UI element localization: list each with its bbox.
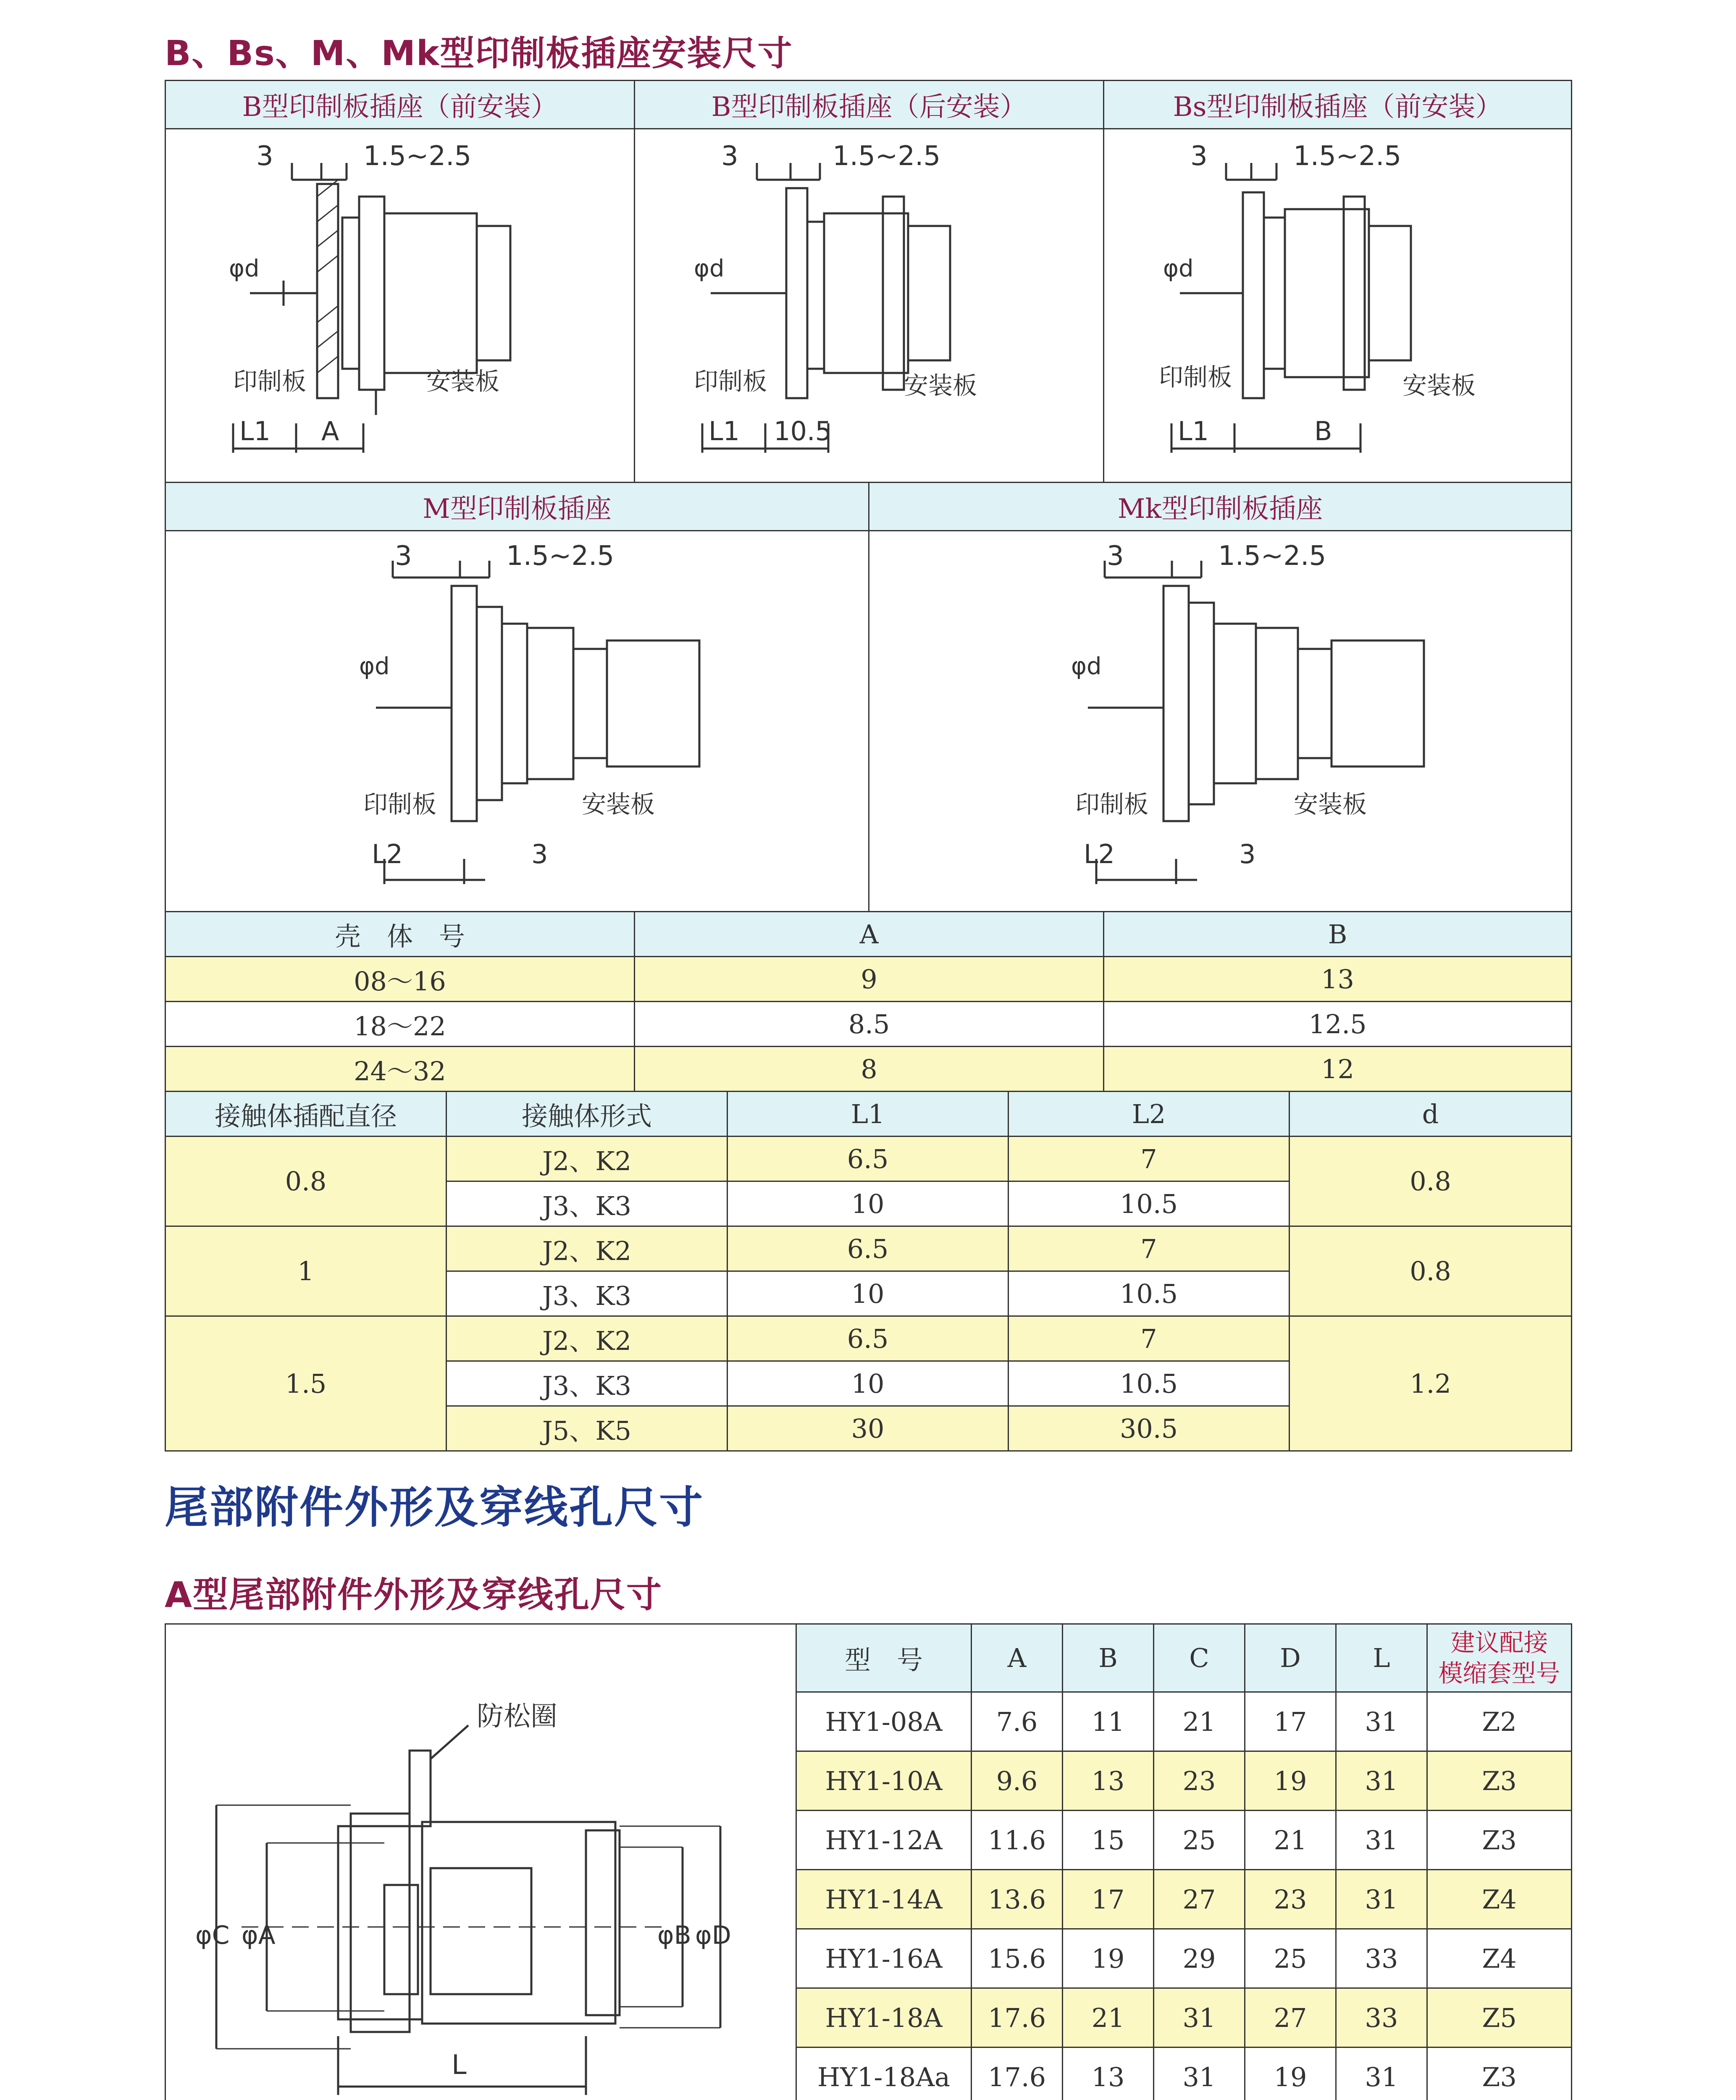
diagram-bs-front	[1103, 128, 1572, 483]
label-3-bottom: 3	[531, 839, 548, 869]
shell-row-3-a: 8	[634, 1046, 1104, 1092]
shell-row-2-b: 12.5	[1103, 1001, 1572, 1047]
label-phi-d: φd	[229, 255, 260, 282]
tail-row-7-sleeve: Z3	[1426, 2047, 1572, 2100]
shell-row-1-a: 9	[634, 956, 1104, 1002]
tail-row-4-sleeve: Z4	[1426, 1869, 1572, 1929]
label-l2: L2	[372, 839, 403, 869]
tail-row-1-c: 21	[1153, 1691, 1245, 1752]
tail-row-5-d: 25	[1244, 1928, 1337, 1989]
label-phi-d: φd	[359, 653, 390, 680]
tail-row-2-l: 31	[1335, 1751, 1428, 1811]
contact-g3-r3-form: J5、K5	[446, 1405, 728, 1452]
tail-row-5-c: 29	[1153, 1928, 1245, 1989]
tail-header-l: L	[1335, 1623, 1428, 1693]
label-phi-d: φd	[694, 255, 725, 282]
tail-row-4-d: 23	[1244, 1869, 1337, 1929]
label-l1: L1	[1178, 416, 1209, 446]
shell-row-2-shell: 18～22	[165, 1001, 635, 1047]
contact-group-2-dia: 1	[165, 1226, 447, 1317]
tail-row-3-l: 31	[1335, 1810, 1428, 1870]
label-b: B	[1314, 416, 1332, 446]
contact-g2-r2-l1: 10	[727, 1270, 1009, 1317]
shell-header-a: A	[634, 911, 1104, 957]
tail-row-5-model: HY1-16A	[796, 1928, 972, 1989]
tail-row-2-c: 23	[1153, 1751, 1245, 1811]
section2-title: 尾部附件外形及穿线孔尺寸	[165, 1482, 704, 1533]
shell-row-1-b: 13	[1103, 956, 1572, 1002]
tail-row-4-model: HY1-14A	[796, 1869, 972, 1929]
tail-row-4-b: 17	[1062, 1869, 1154, 1929]
tail-row-5-l: 33	[1335, 1928, 1428, 1989]
tail-header-model: 型 号	[796, 1623, 972, 1693]
tail-header-c: C	[1153, 1623, 1245, 1693]
header-m: M型印制板插座	[165, 482, 869, 531]
tail-accessory-drawing	[165, 1623, 797, 2100]
label-phi-b: φB	[657, 1921, 691, 1950]
tail-row-6-d: 27	[1244, 1987, 1337, 2048]
label-3: 3	[256, 141, 273, 172]
label-pcb: 印制板	[1159, 363, 1232, 391]
contact-g3-r2-form: J3、K3	[446, 1360, 728, 1407]
tail-row-3-c: 25	[1153, 1810, 1245, 1870]
label-l: L	[452, 2050, 467, 2081]
tail-row-2-b: 13	[1062, 1751, 1154, 1811]
tail-row-7-a: 17.6	[971, 2047, 1063, 2100]
section2-subtitle: A型尾部附件外形及穿线孔尺寸	[165, 1574, 663, 1615]
contact-header-form: 接触体形式	[446, 1091, 728, 1137]
label-range: 1.5~2.5	[1218, 541, 1326, 572]
diagram-b-rear	[634, 128, 1104, 483]
tail-header-sleeve-line1: 建议配接	[1450, 1628, 1548, 1657]
shell-row-2-a: 8.5	[634, 1001, 1104, 1047]
label-a: A	[321, 416, 339, 446]
tail-row-7-model: HY1-18Aa	[796, 2047, 972, 2100]
tail-row-1-model: HY1-08A	[796, 1691, 972, 1752]
label-range: 1.5~2.5	[1293, 141, 1402, 172]
label-phi-c: φC	[195, 1921, 230, 1950]
contact-g2-r1-l1: 6.5	[727, 1226, 1009, 1272]
tail-row-7-b: 13	[1062, 2047, 1154, 2100]
contact-g1-r1-l1: 6.5	[727, 1136, 1009, 1182]
shell-header-shell: 壳 体 号	[165, 911, 635, 957]
tail-row-3-a: 11.6	[971, 1810, 1063, 1870]
tail-row-7-d: 19	[1244, 2047, 1337, 2100]
tail-row-4-a: 13.6	[971, 1869, 1063, 1929]
tail-header-d: D	[1244, 1623, 1337, 1693]
label-3: 3	[1190, 141, 1208, 172]
tail-row-1-l: 31	[1335, 1691, 1428, 1752]
tail-row-1-b: 11	[1062, 1691, 1154, 1752]
label-range: 1.5~2.5	[833, 141, 941, 172]
tail-row-3-d: 21	[1244, 1810, 1337, 1870]
tail-row-3-b: 15	[1062, 1810, 1154, 1870]
tail-row-5-b: 19	[1062, 1928, 1154, 1989]
contact-header-l1: L1	[727, 1091, 1009, 1137]
label-panel: 安装板	[1402, 371, 1476, 400]
contact-group-1-dia: 0.8	[165, 1136, 447, 1227]
tail-row-7-l: 31	[1335, 2047, 1428, 2100]
label-anti-loose: 防松圈	[477, 1701, 557, 1732]
contact-g3-r1-form: J2、K2	[446, 1315, 728, 1362]
contact-g2-r2-form: J3、K3	[446, 1270, 728, 1317]
contact-header-l2: L2	[1008, 1091, 1290, 1137]
tail-row-1-sleeve: Z2	[1426, 1691, 1572, 1752]
tail-row-2-a: 9.6	[971, 1751, 1063, 1811]
tail-row-2-model: HY1-10A	[796, 1751, 972, 1811]
tail-row-5-a: 15.6	[971, 1928, 1063, 1989]
contact-g1-r2-l1: 10	[727, 1181, 1009, 1227]
contact-g2-r1-form: J2、K2	[446, 1226, 728, 1272]
label-range: 1.5~2.5	[506, 541, 615, 572]
label-l1: L1	[239, 416, 271, 446]
tail-row-6-b: 21	[1062, 1987, 1154, 2048]
shell-header-b: B	[1103, 911, 1572, 957]
shell-row-3-b: 12	[1103, 1046, 1572, 1092]
label-3-bottom: 3	[1239, 839, 1256, 869]
shell-row-1-shell: 08～16	[165, 956, 635, 1002]
tail-header-sleeve-line2: 模缩套型号	[1438, 1659, 1560, 1688]
contact-group-1-d: 0.8	[1289, 1136, 1572, 1227]
label-panel: 安装板	[1294, 790, 1367, 819]
contact-g3-r1-l1: 6.5	[727, 1315, 1009, 1362]
tail-row-1-d: 17	[1244, 1691, 1337, 1752]
contact-group-2-d: 0.8	[1289, 1226, 1572, 1317]
contact-header-dia: 接触体插配直径	[165, 1091, 447, 1137]
tail-row-3-sleeve: Z3	[1426, 1810, 1572, 1870]
label-3: 3	[1107, 541, 1124, 572]
tail-row-2-sleeve: Z3	[1426, 1751, 1572, 1811]
tail-row-1-a: 7.6	[971, 1691, 1063, 1752]
tail-row-6-sleeve: Z5	[1426, 1987, 1572, 2048]
label-phi-d: φd	[1163, 255, 1194, 282]
tail-header-sleeve	[1426, 1623, 1572, 1693]
label-range: 1.5~2.5	[363, 141, 472, 172]
label-pcb: 印制板	[363, 790, 437, 819]
header-b-front: B型印制板插座（前安装）	[165, 80, 635, 129]
label-l1: L1	[709, 416, 740, 446]
label-panel: 安装板	[904, 371, 977, 400]
label-3: 3	[721, 141, 738, 172]
label-pcb: 印制板	[233, 367, 307, 396]
tail-row-7-c: 31	[1153, 2047, 1245, 2100]
contact-g3-r2-l2: 10.5	[1008, 1360, 1290, 1407]
contact-g1-r2-l2: 10.5	[1008, 1181, 1290, 1227]
contact-g2-r2-l2: 10.5	[1008, 1270, 1290, 1317]
contact-g3-r2-l1: 10	[727, 1360, 1009, 1407]
tail-row-6-l: 33	[1335, 1987, 1428, 2048]
diagram-b-front	[165, 128, 635, 483]
header-b-rear: B型印制板插座（后安装）	[634, 80, 1104, 129]
header-mk: Mk型印制板插座	[868, 482, 1572, 531]
tail-row-6-model: HY1-18A	[796, 1987, 972, 2048]
header-bs-front: Bs型印制板插座（前安装）	[1103, 80, 1572, 129]
tail-row-2-d: 19	[1244, 1751, 1337, 1811]
label-3: 3	[395, 541, 412, 572]
shell-row-3-shell: 24～32	[165, 1046, 635, 1092]
contact-group-3-d: 1.2	[1289, 1315, 1572, 1452]
tail-row-3-model: HY1-12A	[796, 1810, 972, 1870]
tail-header-a: A	[971, 1623, 1063, 1693]
tail-row-6-a: 17.6	[971, 1987, 1063, 2048]
tail-row-6-c: 31	[1153, 1987, 1245, 2048]
label-pcb: 印制板	[1075, 790, 1149, 819]
label-panel: 安装板	[582, 790, 655, 819]
diagram-mk	[868, 530, 1572, 912]
tail-header-b: B	[1062, 1623, 1154, 1693]
tail-row-4-c: 27	[1153, 1869, 1245, 1929]
contact-g1-r1-l2: 7	[1008, 1136, 1290, 1182]
tail-row-4-l: 31	[1335, 1869, 1428, 1929]
contact-g3-r1-l2: 7	[1008, 1315, 1290, 1362]
contact-g1-r2-form: J3、K3	[446, 1181, 728, 1227]
tail-row-5-sleeve: Z4	[1426, 1928, 1572, 1989]
section1-title: B、Bs、M、Mk型印制板插座安装尺寸	[165, 34, 793, 74]
contact-group-3-dia: 1.5	[165, 1315, 447, 1452]
label-pcb: 印制板	[694, 367, 767, 396]
label-phi-d: φD	[695, 1921, 731, 1950]
contact-header-d: d	[1289, 1091, 1572, 1137]
contact-g3-r3-l1: 30	[727, 1405, 1009, 1452]
label-10-5: 10.5	[774, 416, 832, 446]
label-phi-a: φA	[242, 1921, 276, 1950]
label-l2: L2	[1084, 839, 1115, 869]
contact-g1-r1-form: J2、K2	[446, 1136, 728, 1182]
diagram-m	[165, 530, 869, 912]
contact-g2-r1-l2: 7	[1008, 1226, 1290, 1272]
contact-g3-r3-l2: 30.5	[1008, 1405, 1290, 1452]
label-phi-d: φd	[1071, 653, 1102, 680]
label-panel: 安装板	[426, 367, 500, 396]
